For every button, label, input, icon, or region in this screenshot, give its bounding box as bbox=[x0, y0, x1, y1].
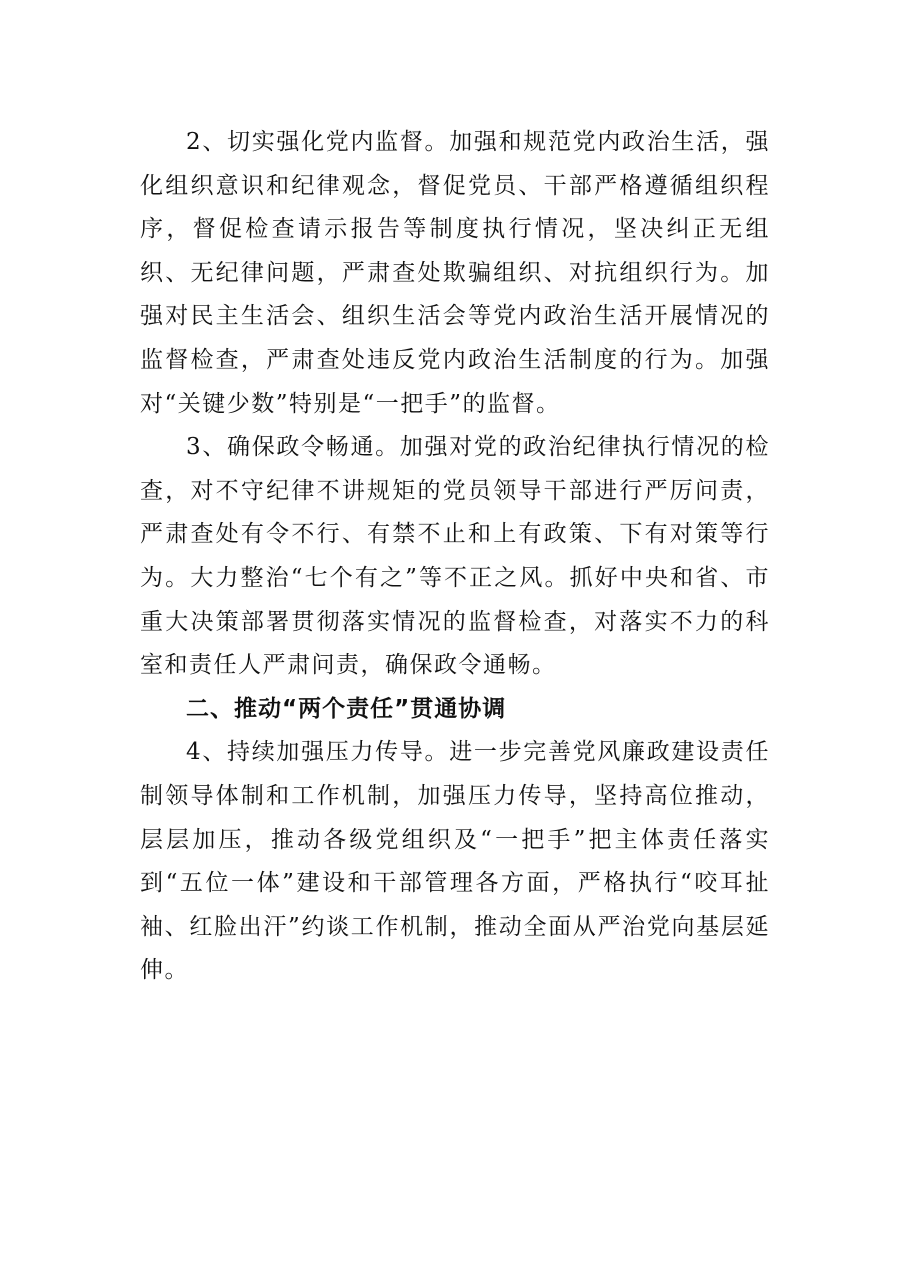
section-heading-two-responsibilities: 二、推动“两个责任”贯通协调 bbox=[186, 695, 507, 722]
paragraph-item-3-ensure-orders: 3、确保政令畅通。加强对党的政治纪律执行情况的检查，对不守纪律不讲规矩的党员领导干部进行严厉问责，严肃查处有令不行、有禁不止和上有政策、下有对策等行为。大力整治“七个有之”等不正之风。抓好中央和省、市重大决策部署贯彻落实情况的监督检查，对落实不力的科室和责任人严肃问责，确保政令通畅。 bbox=[140, 434, 770, 679]
paragraph-item-2-party-supervision: 2、切实强化党内监督。加强和规范党内政治生活，强化组织意识和纪律观念，督促党员、干部严格遵循组织程序，督促检查请示报告等制度执行情况，坚决纠正无组织、无纪律问题，严肃查处欺骗组织、对抗组织行为。加强对民主生活会、组织生活会等党内政治生活开展情况的监督检查，严肃查处违反党内政治生活制度的行为。加强对“关键少数”特别是“一把手”的监督。 bbox=[140, 129, 770, 417]
document-body bbox=[140, 121, 770, 993]
paragraph-item-4-pressure-transmission: 4、持续加强压力传导。进一步完善党风廉政建设责任制领导体制和工作机制，加强压力传导，坚持高位推动，层层加压，推动各级党组织及“一把手”把主体责任落实到“五位一体”建设和干部管理各方面，严格执行“咬耳扯袖、红脸出汗”约谈工作机制，推动全面从严治党向基层延伸。 bbox=[140, 739, 770, 984]
